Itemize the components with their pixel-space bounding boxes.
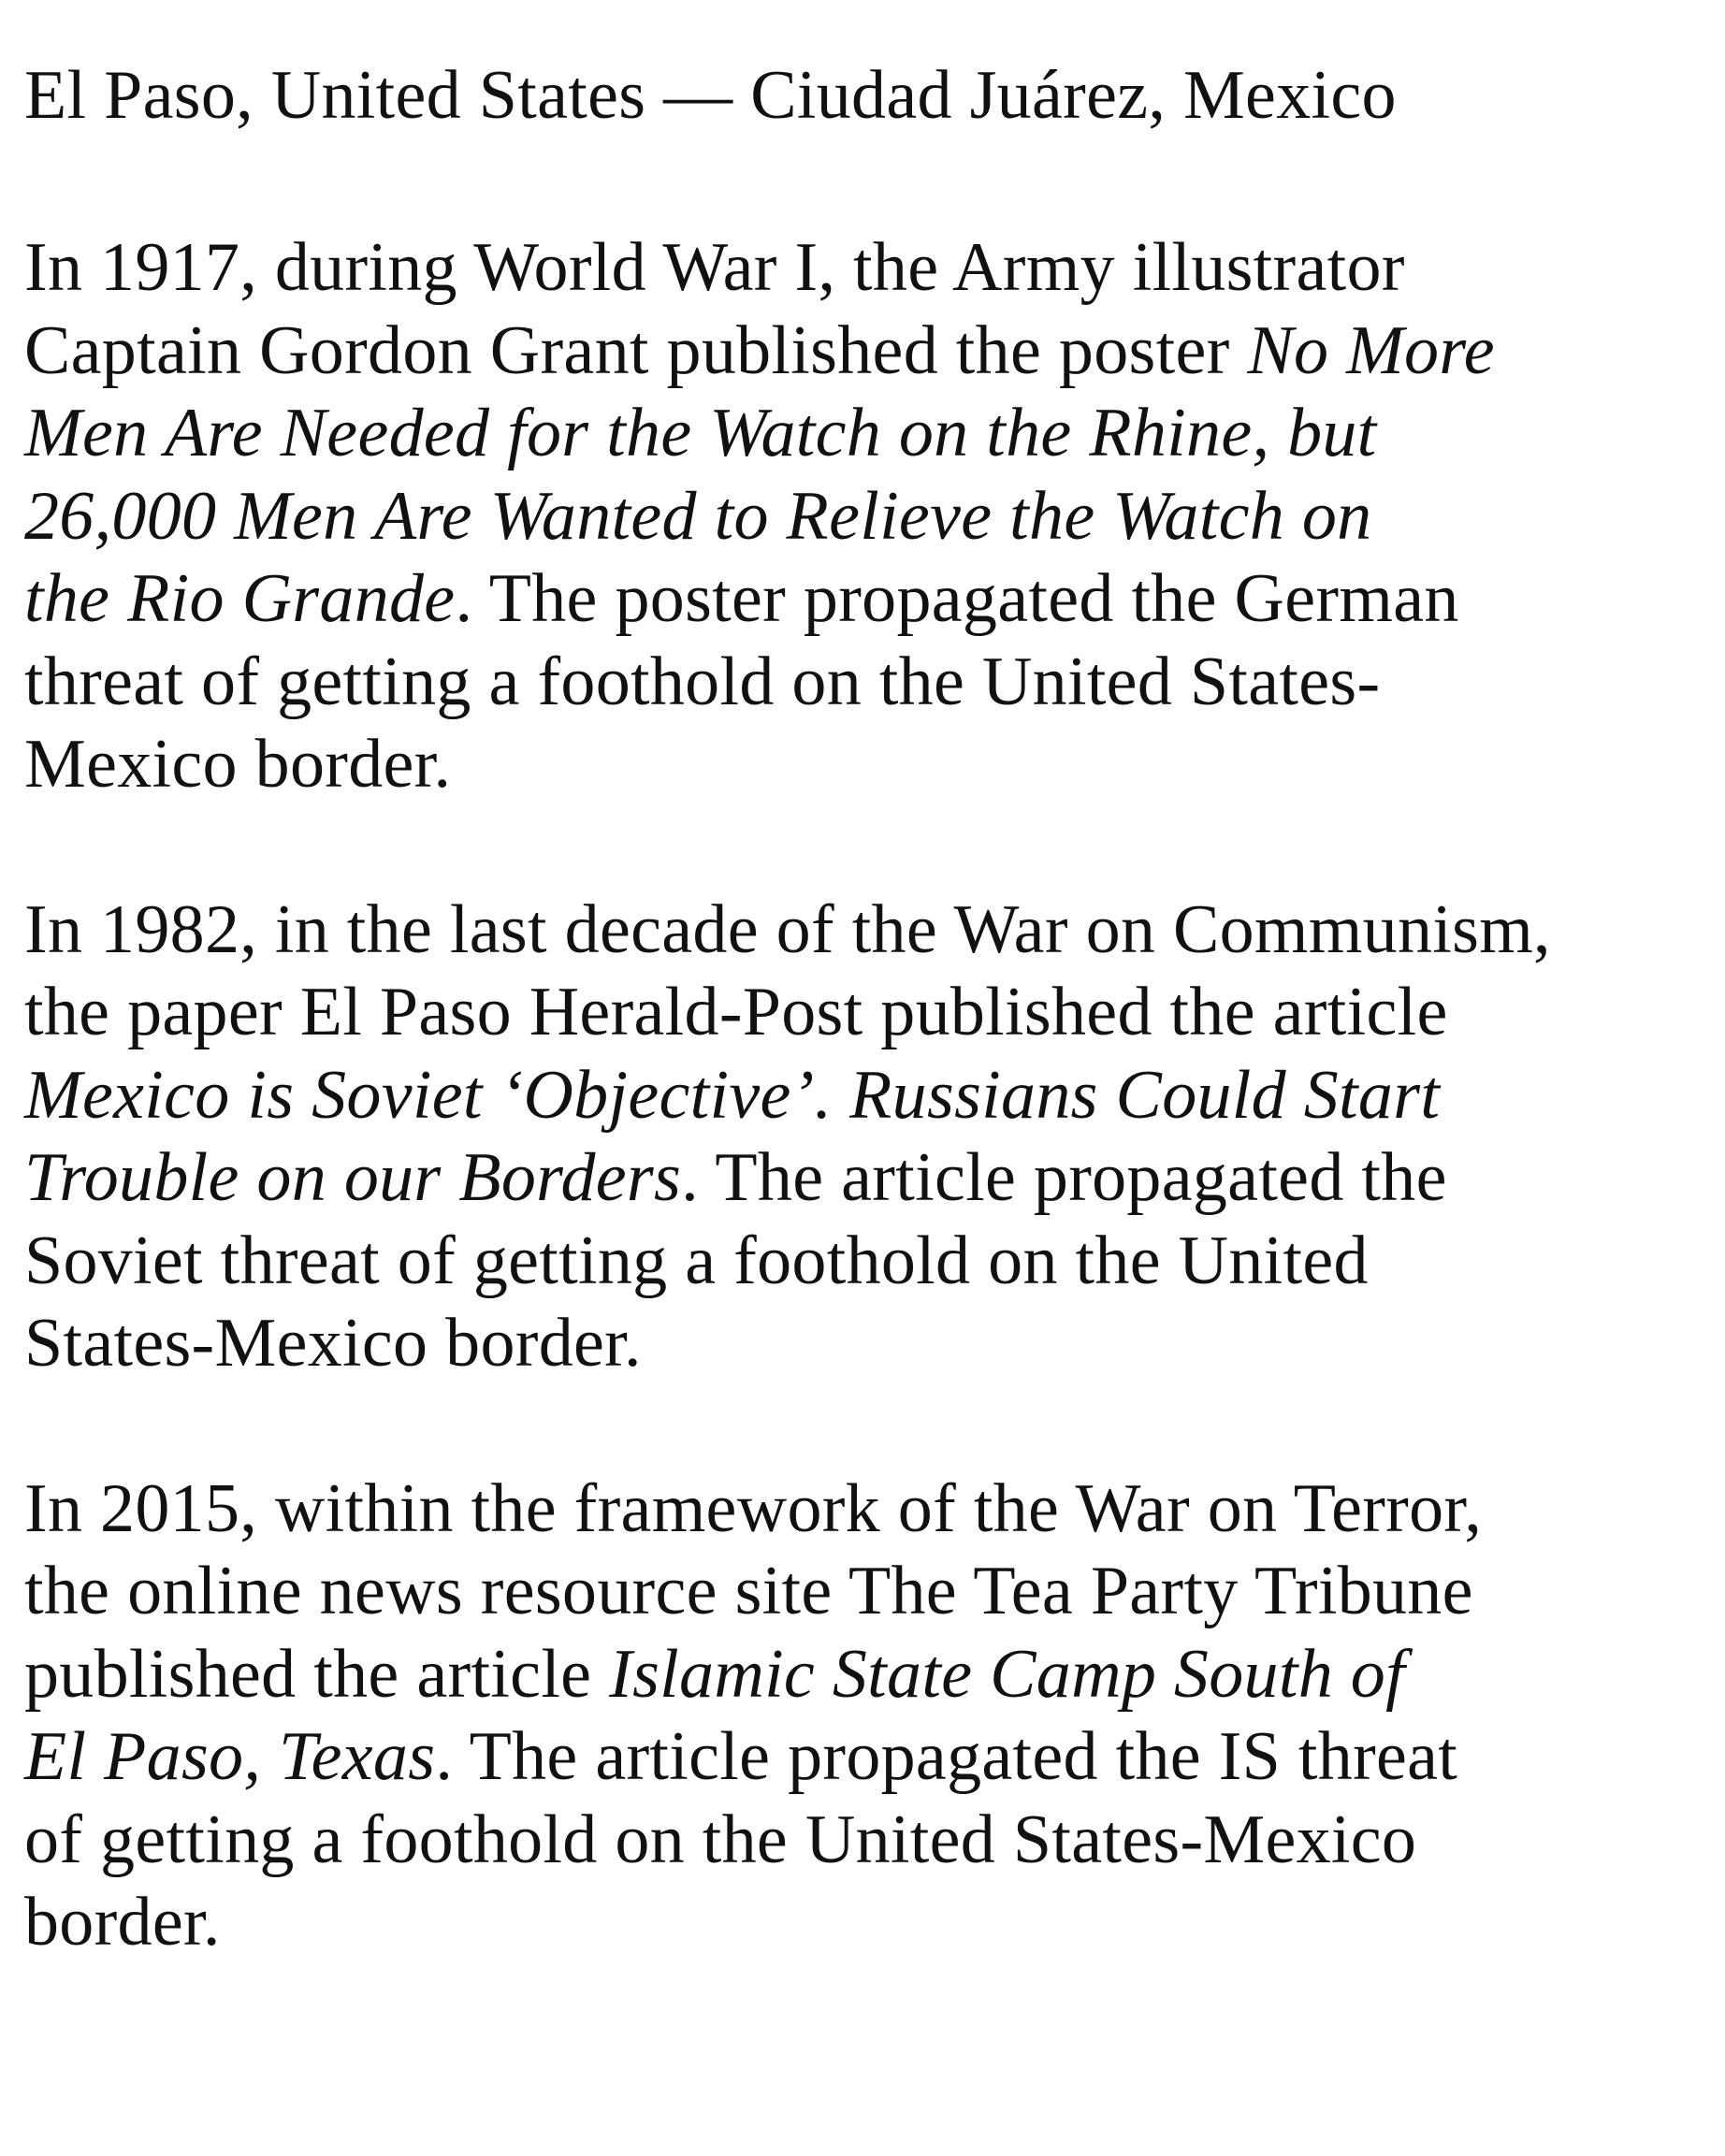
- italic-title-text: Trouble on our Borders: [24, 1139, 682, 1216]
- text-run: . The poster propagated the German: [455, 560, 1459, 637]
- text-run: of getting a foothold on the United States-Mexico: [24, 1801, 1417, 1878]
- italic-title-text: No More: [1247, 311, 1495, 389]
- paragraph-line: [24, 392, 1708, 475]
- paragraph-line: [24, 889, 1708, 972]
- text-run: threat of getting a foothold on the United States-: [24, 643, 1381, 720]
- text-run: published the article: [24, 1635, 610, 1713]
- document-body: [24, 226, 1708, 1964]
- text-run: In 2015, within the framework of the War on Terror,: [24, 1469, 1483, 1547]
- paragraph-1: [24, 226, 1708, 806]
- paragraph-line: [24, 1550, 1708, 1633]
- text-run: Mexico border.: [24, 726, 452, 803]
- paragraph-line: [24, 310, 1708, 393]
- paragraph-line: [24, 1799, 1708, 1882]
- paragraph-line: [24, 226, 1708, 310]
- italic-title-text: Mexico is Soviet ‘Objective’. Russians Could Start: [24, 1056, 1441, 1134]
- paragraph-line: [24, 971, 1708, 1054]
- italic-title-text: Men Are Needed for the Watch on the Rhine, but: [24, 395, 1377, 471]
- paragraph-line: [24, 1220, 1708, 1303]
- document-heading: El Paso, United States — Ciudad Juárez, Mexico: [24, 57, 1397, 134]
- text-run: . The article propagated the: [681, 1139, 1447, 1216]
- text-run: Captain Gordon Grant published the poster: [24, 311, 1248, 389]
- paragraph-3: [24, 1468, 1708, 1964]
- paragraph-line: [24, 723, 1708, 806]
- text-run: the paper El Paso Herald-Post published the article: [24, 974, 1448, 1050]
- text-run: In 1982, in the last decade of the War on Communism,: [24, 890, 1551, 968]
- paragraph-line: [24, 1881, 1708, 1964]
- paragraph-line: [24, 1633, 1708, 1716]
- paragraph-line: [24, 1054, 1708, 1137]
- paragraph-line: [24, 475, 1708, 558]
- paragraph-line: [24, 1302, 1708, 1385]
- text-run: the online news resource site The Tea Party Tribune: [24, 1553, 1473, 1629]
- paragraph-line: [24, 1468, 1708, 1551]
- text-run: border.: [24, 1884, 221, 1961]
- paragraph-line: [24, 1136, 1708, 1220]
- text-run: Soviet threat of getting a foothold on the United: [24, 1222, 1369, 1299]
- paragraph-2: [24, 889, 1708, 1385]
- document-page: [24, 47, 1708, 1964]
- paragraph-line: [24, 1715, 1708, 1799]
- italic-title-text: the Rio Grande: [24, 560, 456, 637]
- text-run: . The article propagated the IS threat: [435, 1718, 1458, 1795]
- text-run: In 1917, during World War I, the Army illustrator: [24, 229, 1405, 306]
- italic-title-text: El Paso, Texas: [24, 1718, 436, 1795]
- italic-title-text: Islamic State Camp South of: [609, 1635, 1405, 1713]
- paragraph-line: [24, 557, 1708, 641]
- paragraph-line: [24, 641, 1708, 724]
- text-run: States-Mexico border.: [24, 1305, 642, 1382]
- italic-title-text: 26,000 Men Are Wanted to Relieve the Watch on: [24, 477, 1372, 555]
